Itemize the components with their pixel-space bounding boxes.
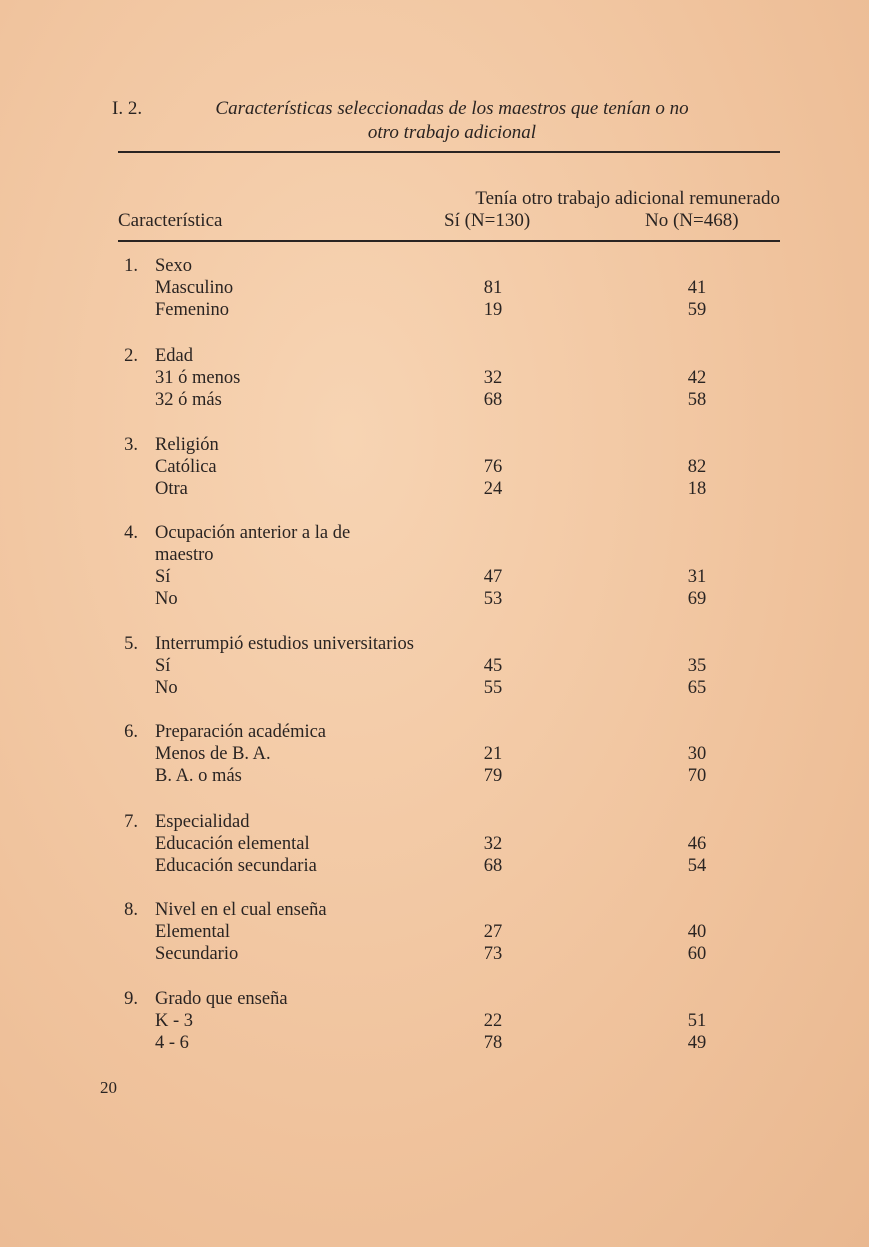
section-number: 4. (124, 523, 138, 543)
row-label: Sí (155, 567, 171, 587)
value-no: 18 (687, 479, 707, 499)
row-label: Menos de B. A. (155, 744, 271, 764)
page-number: 20 (100, 1078, 117, 1097)
value-no: 30 (687, 744, 707, 764)
value-no: 59 (687, 300, 707, 320)
section-header (0, 721, 869, 743)
section-header (0, 255, 869, 277)
section-label: Grado que enseña (155, 989, 288, 1009)
header-si: Sí (N=130) (444, 210, 531, 231)
row-label: Masculino (155, 278, 234, 298)
value-no: 40 (687, 922, 707, 942)
table-row (0, 299, 869, 321)
value-no: 49 (687, 1033, 707, 1053)
section-header (0, 522, 869, 544)
section-header (0, 899, 869, 921)
section-label: Religión (155, 435, 219, 455)
section-edad (0, 345, 869, 411)
value-si: 55 (483, 678, 503, 698)
row-label: Femenino (155, 300, 229, 320)
section-grado (0, 988, 869, 1054)
table-row (0, 943, 869, 965)
section-label: Interrumpió estudios universitarios (155, 634, 414, 654)
table-row (0, 855, 869, 877)
table-row (0, 588, 869, 610)
header-rule (118, 240, 780, 242)
value-si: 21 (483, 744, 503, 764)
value-no: 69 (687, 589, 707, 609)
section-header (0, 633, 869, 655)
row-label: No (155, 589, 178, 609)
table-row (0, 389, 869, 411)
section-number: 6. (124, 722, 138, 742)
value-no: 51 (687, 1011, 707, 1031)
value-no: 31 (687, 567, 707, 587)
value-no: 42 (687, 368, 707, 388)
section-label: Sexo (155, 256, 192, 276)
value-si: 76 (483, 457, 503, 477)
row-label: No (155, 678, 178, 698)
row-label: 31 ó menos (155, 368, 241, 388)
section-especialidad (0, 811, 869, 877)
section-number: 1. (124, 256, 138, 276)
value-no: 65 (687, 678, 707, 698)
value-no: 41 (687, 278, 707, 298)
section-preparacion (0, 721, 869, 787)
value-si: 73 (483, 944, 503, 964)
table-title (112, 97, 792, 145)
section-number: 9. (124, 989, 138, 1009)
section-label: Nivel en el cual enseña (155, 900, 327, 920)
section-estudios (0, 633, 869, 699)
row-label: Sí (155, 656, 171, 676)
value-si: 78 (483, 1033, 503, 1053)
value-si: 53 (483, 589, 503, 609)
table-row (0, 1032, 869, 1054)
row-label: Secundario (155, 944, 239, 964)
value-si: 47 (483, 567, 503, 587)
section-number: 7. (124, 812, 138, 832)
row-label: Educación elemental (155, 834, 310, 854)
value-no: 82 (687, 457, 707, 477)
table-row (0, 1010, 869, 1032)
value-si: 45 (483, 656, 503, 676)
section-header (0, 988, 869, 1010)
table-row (0, 743, 869, 765)
section-label: Preparación académica (155, 722, 327, 742)
value-si: 81 (483, 278, 503, 298)
table-row (0, 456, 869, 478)
section-number: 3. (124, 435, 138, 455)
row-label: Elemental (155, 922, 230, 942)
value-no: 46 (687, 834, 707, 854)
section-number: 5. (124, 634, 138, 654)
row-label: 32 ó más (155, 390, 222, 410)
value-si: 68 (483, 390, 503, 410)
table-row (0, 655, 869, 677)
table-row (0, 833, 869, 855)
section-header (0, 345, 869, 367)
value-si: 32 (483, 834, 503, 854)
section-header (0, 434, 869, 456)
row-label: 4 - 6 (155, 1033, 189, 1053)
section-number: 8. (124, 900, 138, 920)
table-row (0, 765, 869, 787)
value-si: 79 (483, 766, 503, 786)
value-no: 58 (687, 390, 707, 410)
section-sexo (0, 255, 869, 321)
value-si: 32 (483, 368, 503, 388)
value-no: 60 (687, 944, 707, 964)
table-row (0, 566, 869, 588)
value-si: 19 (483, 300, 503, 320)
section-label: Especialidad (155, 812, 250, 832)
value-no: 70 (687, 766, 707, 786)
title-line-2: otro trabajo adicional (367, 122, 537, 143)
table-number: I. 2. (112, 98, 143, 119)
table-row (0, 677, 869, 699)
value-si: 22 (483, 1011, 503, 1031)
row-label: Otra (155, 479, 188, 499)
header-no: No (N=468) (645, 210, 739, 231)
table-row (0, 277, 869, 299)
value-si: 68 (483, 856, 503, 876)
section-label: Ocupación anterior a la de (155, 523, 351, 543)
section-religion (0, 434, 869, 500)
section-nivel (0, 899, 869, 965)
row-label: Católica (155, 457, 217, 477)
section-label-line-2: maestro (155, 545, 214, 565)
section-number: 2. (124, 346, 138, 366)
table-row (0, 367, 869, 389)
section-header-continued (0, 544, 869, 566)
row-label: Educación secundaria (155, 856, 317, 876)
header-group-label: Tenía otro trabajo adicional remunerado (475, 188, 780, 209)
header-characteristic: Característica (118, 210, 223, 231)
value-no: 54 (687, 856, 707, 876)
row-label: B. A. o más (155, 766, 242, 786)
top-rule (118, 151, 780, 153)
row-label: K - 3 (155, 1011, 194, 1031)
title-line-1: Características seleccionadas de los maestros que tenían o no (215, 98, 689, 119)
section-header (0, 811, 869, 833)
value-si: 24 (483, 479, 503, 499)
table-row (0, 478, 869, 500)
table-row (0, 921, 869, 943)
value-si: 27 (483, 922, 503, 942)
value-no: 35 (687, 656, 707, 676)
section-ocupacion (0, 522, 869, 610)
section-label: Edad (155, 346, 194, 366)
